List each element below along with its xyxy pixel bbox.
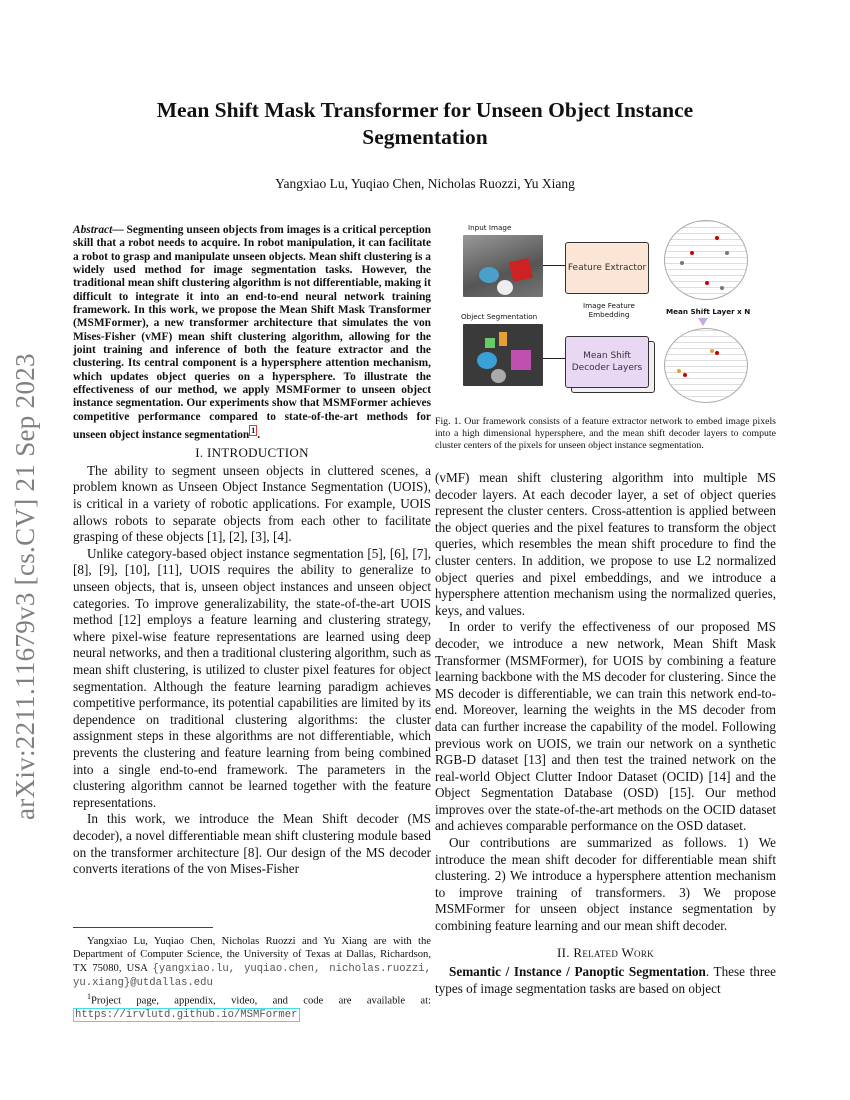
abstract-label: Abstract [73,224,113,236]
footnote-link[interactable]: 1 [251,426,256,436]
footnote-text: Project page, appendix, video, and code are available at: [91,995,431,1007]
paper-title: Mean Shift Mask Transformer for Unseen Object Instance Segmentation [156,98,694,149]
intro-heading: I. INTRODUCTION [195,445,309,461]
authors: Yangxiao Lu, Yuqiao Chen, Nicholas Ruozzi, Yu Xiang [275,176,575,191]
left-column [73,224,431,878]
figure-1 [458,220,783,390]
arxiv-identifier: arXiv:2211.11679v3 [cs.CV] 21 Sep 2023 [10,353,40,820]
footnote-mark: 1 [87,992,91,1002]
subsection-title: Semantic / Instance / Panoptic Segmentation [449,964,706,980]
feature-extractor-box: Feature Extractor [565,242,649,294]
arrow [543,358,565,359]
related-work-heading: II. Related Work [557,944,654,960]
hypersphere-before [664,220,748,300]
footnote-rule [73,927,213,928]
hypersphere-after [664,328,748,403]
output-label: Object Segmentation [461,312,538,321]
abstract-end: . [257,428,261,441]
intro-paragraph: (vMF) mean shift clustering algorithm into multiple MS decoder layers. At each decoder layer, a set of object queries represent the cluster centers. Cross-attention is applied between the object queries and the pixel features to transform the object queries, which resembles the mean shift procedure to find the cluster centers. In addition, we propose to use L2 normalized object queries and pixel embeddings, and we introduce a hypersphere attention mechanism using the normalized queries, keys, and values. [435,470,776,618]
input-image-label: Input Image [468,223,512,232]
down-arrow-icon [698,318,708,326]
intro-paragraph: Our contributions are summarized as follows. 1) We introduce the mean shift decoder for differentiable mean shift clustering. 2) We introduce a hypersphere attention mechanism to improve training of transformers. 3) We propose MSMFormer for unseen object instance segmentation by combining feature learning and our mean shift decoder. [435,835,776,934]
affiliation: Yangxiao Lu, Yuqiao Chen, Nicholas Ruozzi and Yu Xiang are with the Department of Computer Science, the University of Texas at Dallas, Richardson, TX 75080, USA [73,936,431,974]
mean-shift-decoder-box: Mean Shift Decoder Layers [565,336,649,388]
abstract-text: — Segmenting unseen objects from images is a critical perception skill that a robot needs to acquire. In robot manipulation, it can facilitate a robot to grasp and manipulate unseen objects. Mean shift clustering is a widely used method for image segmentation tasks. However, the traditional mean shift clustering algorithm is not differentiable, making it difficult to integrate it into an end-to-end neural network training framework. In this work, we propose the Mean Shift Mask Transformer (MSMFormer), a new transformer architecture that simulates the von Mises-Fisher (vMF) mean shift clustering algorithm, allowing for the joint training and inference of both the feature extractor and the clustering. Its central component is a hypersphere attention mechanism, which updates object queries on a hypersphere. To illustrate the effectiveness of our method, we apply MSMFormer to unseen object instance segmentation. Our experiments show that MSMFormer achieves competitive performance compared to state-of-the-art methods for unseen object instance segmentation [73,224,431,441]
intro-paragraph: In order to verify the effectiveness of our proposed MS decoder, we introduce a new network, Mean Shift Mask Transformer (MSMFormer), for UOIS by combining a feature learning backbone with the MS decoder for clustering. Since the MS decoder is differentiable, we can train this network end-to-end. Moreover, learning the weights in the MS decoder from data can further increase the capability of the model. Following previous work on UOIS, we train our network on a synthetic RGB-D dataset [13] and then test the trained network on the real-world Object Clutter Indoor Dataset (OCID) [14] and the Object Segmentation Database (OSD) [15]. Our method improves over the state-of-the-art methods on the OCID dataset and achieves comparable performance on the OSD dataset. [435,619,776,834]
figure-caption: Fig. 1. Our framework consists of a feature extractor network to embed image pixels into a high dimensional hypersphere, and the mean shift decoder layers to compute cluster centers of the pixels for unseen object instance segmentation. [435,416,776,451]
intro-paragraph: Unlike category-based object instance segmentation [5], [6], [7], [8], [9], [10], [11], UOIS requires the ability to generalize to unseen objects, that is, unseen object instances and unseen object categories. To improve generalizability, the state-of-the-art UOIS method [12] employs a feature learning and clustering strategy, where pixel-wise feature representations are learned using deep neural networks, and then a traditional clustering algorithm, such as mean shift clustering, is utilized to cluster pixel features for object segmentation. Although the feature learning paradigm achieves competitive performance, its potential capabilities are limited by its dependence on traditional clustering algorithms: the cluster assignment steps in these algorithms are not differentiable, which prevents the clustering and feature learning from being combined into a single end-to-end framework. The parameters in the clustering algorithm cannot be learned together with the feature representations. [73,545,431,810]
right-column [435,470,776,997]
footnotes [73,935,431,1022]
intro-paragraph: In this work, we introduce the Mean Shift decoder (MS decoder), a novel differentiable mean shift clustering module based on the transformer architecture [8]. Our design of the MS decoder converts iterations of the von Mises-Fisher [73,811,431,877]
intro-paragraph: The ability to segment unseen objects in cluttered scenes, a problem known as Unseen Object Instance Segmentation (UOIS), is critical in a variety of robotic applications. For example, UOIS allows robots to separate objects from each other to facilitate grasping of these objects [1], [2], [3], [4]. [73,462,431,545]
emails: {yangxiao.lu, yuqiao.chen, nicholas.ruozzi, yu.xiang}@utdallas.edu [73,962,431,989]
mean-shift-layer-label: Mean Shift Layer x N [666,307,751,316]
input-image [463,235,543,297]
project-url-link[interactable]: https://irvlutd.github.io/MSMFormer [75,1009,298,1022]
arrow [543,265,565,266]
related-text: . These three types of image segmentation tasks are based on object [435,964,776,996]
segmentation-image [463,324,543,386]
abstract [73,224,431,442]
embedding-label: Image Feature Embedding [583,301,635,319]
